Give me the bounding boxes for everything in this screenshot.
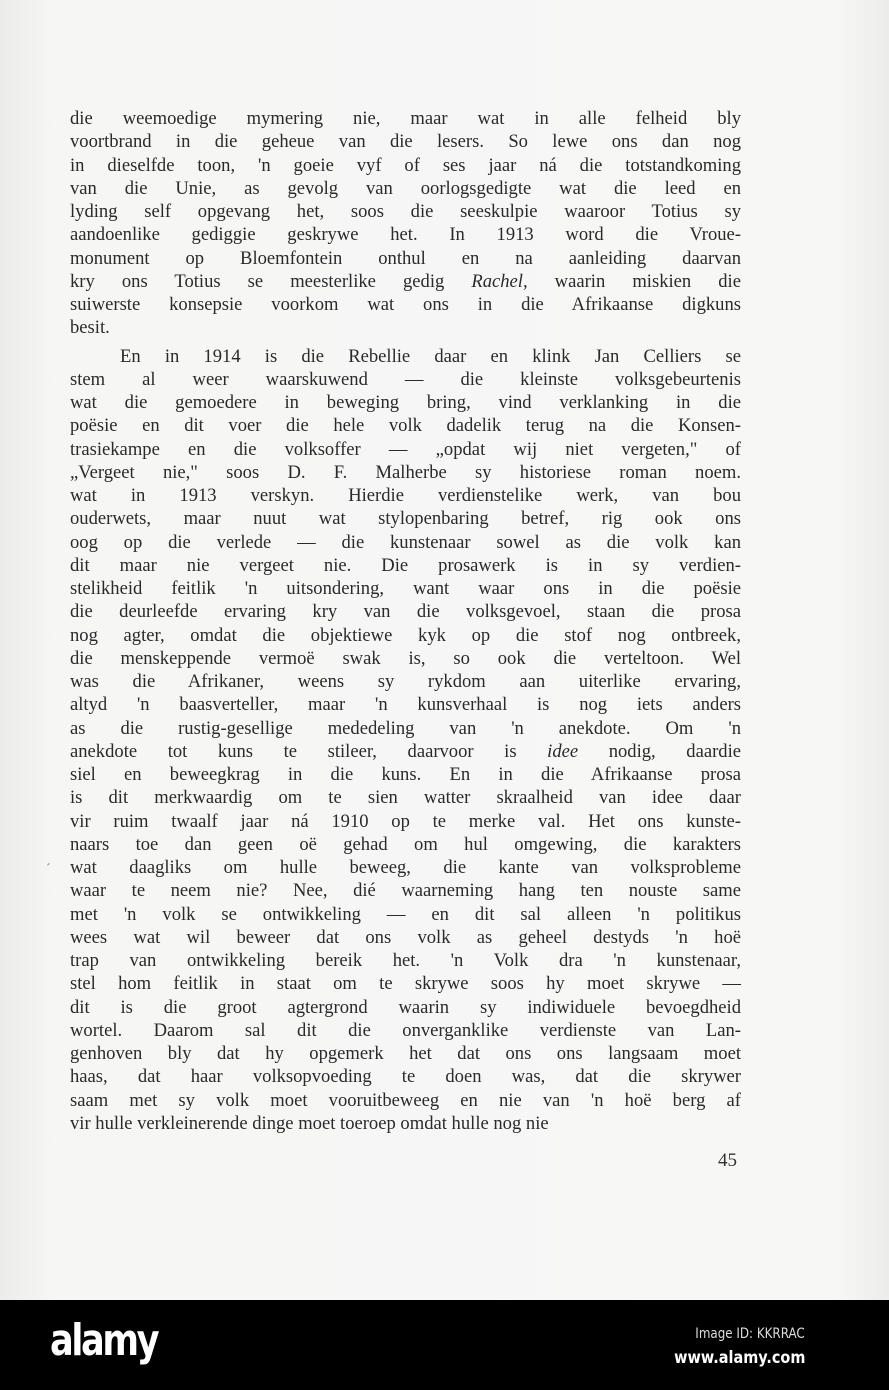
margin-mark: ´	[46, 862, 51, 877]
text-line	[70, 438, 741, 461]
text-line	[70, 786, 741, 809]
text-line	[70, 316, 741, 339]
text-line	[70, 693, 741, 716]
italic-text: idee	[547, 740, 579, 762]
text-segment: trap van ontwikkeling bereik het. 'n Volk dra 'n kunstenaar,	[70, 950, 741, 971]
text-line	[70, 507, 741, 530]
text-line	[70, 345, 741, 368]
text-segment: „Vergeet nie," soos D. F. Malherbe sy historiese roman noem.	[70, 461, 741, 483]
text-segment: trasiekampe en die volksoffer — „opdat wij niet vergeten," of	[70, 438, 741, 460]
text-line	[70, 368, 741, 391]
text-line	[70, 154, 741, 177]
text-segment: die menskeppende vermoë swak is, so ook die verteltoon. Wel	[70, 647, 741, 669]
text-line	[70, 949, 741, 972]
paragraph	[70, 107, 741, 340]
text-segment: waarin miskien die	[527, 270, 741, 292]
text-segment: wat in 1913 verskyn. Hierdie verdienstelike werk, van bou	[70, 485, 741, 506]
text-segment: die deurleefde ervaring kry van die volksgevoel, staan die prosa	[70, 601, 741, 623]
text-segment: En in 1914 is die Rebellie daar en klink Jan Celliers se	[120, 345, 741, 367]
text-segment: was die Afrikaner, weens sy rykdom aan uiterlike ervaring,	[70, 671, 741, 692]
text-line	[70, 926, 741, 949]
italic-text: Rachel,	[471, 270, 528, 292]
paragraph	[70, 345, 741, 1136]
text-line	[70, 996, 741, 1019]
text-line	[70, 1019, 741, 1042]
text-line	[70, 414, 741, 437]
text-segment: vir hulle verkleinerende dinge moet toeroep omdat hulle nog nie	[70, 1112, 549, 1134]
text-line	[70, 177, 741, 200]
text-line	[70, 879, 741, 902]
text-segment: poësie en dit voer die hele volk dadelik terug na die Konsen-	[70, 415, 741, 437]
text-segment: stelikheid feitlik 'n uitsondering, want waar ons in die poësie	[70, 578, 741, 599]
text-segment: in dieselfde toon, 'n goeie vyf of ses jaar ná die totstandkoming	[70, 154, 741, 176]
text-segment: aandoenlike gediggie geskrywe het. In 1913 word die Vroue-	[70, 224, 741, 246]
text-segment: haas, dat haar volksopvoeding te doen was, dat die skrywer	[70, 1066, 741, 1088]
text-segment: wat die gemoedere in beweging bring, vind verklanking in die	[70, 392, 741, 413]
text-segment: met 'n volk se ontwikkeling — en dit sal alleen 'n politikus	[70, 903, 741, 925]
text-line	[70, 856, 741, 879]
text-segment: stel hom feitlik in staat om te skrywe soos hy moet skrywe —	[70, 973, 741, 995]
text-line	[70, 107, 741, 130]
text-line	[70, 647, 741, 670]
text-line	[70, 270, 741, 293]
text-line	[70, 223, 741, 246]
text-line	[70, 130, 741, 153]
text-segment: vir ruim twaalf jaar ná 1910 op te merke val. Het ons kunste-	[70, 810, 741, 832]
text-line	[70, 624, 741, 647]
alamy-logo: alamy	[50, 1315, 158, 1366]
image-id: Image ID: KKRRAC	[695, 1326, 805, 1342]
text-line	[70, 577, 741, 600]
text-segment: van die Unie, as gevolg van oorlogsgedigte wat die leed en	[70, 177, 741, 199]
text-line	[70, 1112, 741, 1135]
text-segment: suiwerste konsepsie voorkom wat ons in die Afrikaanse digkuns	[70, 294, 741, 315]
page-number: 45	[718, 1150, 737, 1171]
text-segment: dit maar nie vergeet nie. Die prosawerk is in sy verdien-	[70, 554, 741, 576]
text-line	[70, 554, 741, 577]
text-line	[70, 903, 741, 926]
text-segment: wortel. Daarom sal dit die onverganklike verdienste van Lan-	[70, 1019, 741, 1041]
text-line	[70, 1089, 741, 1112]
text-segment: voortbrand in die geheue van die lesers. So lewe ons dan nog	[70, 131, 741, 153]
text-line	[70, 972, 741, 995]
text-segment: besit.	[70, 317, 110, 339]
text-segment: wat daagliks om hulle beweeg, die kante van volksprobleme	[70, 857, 741, 878]
text-line	[70, 740, 741, 763]
text-line	[70, 247, 741, 270]
text-segment: waar te neem nie? Nee, dié waarneming hang ten nouste same	[70, 880, 741, 902]
text-line	[70, 293, 741, 316]
text-line	[70, 600, 741, 623]
text-segment: anekdote tot kuns te stileer, daarvoor is	[70, 740, 548, 762]
text-line	[70, 531, 741, 554]
text-line	[70, 391, 741, 414]
text-line	[70, 810, 741, 833]
text-segment: is dit merkwaardig om te sien watter skraalheid van idee daar	[70, 787, 741, 809]
text-segment: naars toe dan geen oë gehad om hul omgewing, die karakters	[70, 833, 741, 855]
text-segment: lyding self opgevang het, soos die seeskulpie waaroor Totius sy	[70, 201, 741, 222]
text-segment: stem al weer waarskuwend — die kleinste volksgebeurtenis	[70, 368, 741, 390]
text-segment: dit is die groot agtergrond waarin sy indiwiduele bevoegdheid	[70, 996, 741, 1018]
text-segment: as die rustig-gesellige mededeling van 'n anekdote. Om 'n	[70, 717, 741, 739]
text-line	[70, 1042, 741, 1065]
text-segment: die weemoedige mymering nie, maar wat in alle felheid bly	[70, 108, 741, 129]
text-line	[70, 717, 741, 740]
text-segment: ouderwets, maar nuut wat stylopenbaring betref, rig ook ons	[70, 508, 741, 530]
text-segment: nodig, daardie	[578, 740, 741, 762]
text-segment: saam met sy volk moet vooruitbeweeg en nie van 'n hoë berg af	[70, 1089, 741, 1111]
text-segment: altyd 'n baasverteller, maar 'n kunsverhaal is nog iets anders	[70, 694, 741, 716]
watermark-bar	[0, 1300, 889, 1390]
text-segment: monument op Bloemfontein onthul en na aanleiding daarvan	[70, 247, 741, 269]
text-line	[70, 1065, 741, 1088]
text-segment: siel en beweegkrag in die kuns. En in die Afrikaanse prosa	[70, 764, 741, 785]
text-segment: wees wat wil beweer dat ons volk as geheel destyds 'n hoë	[70, 926, 741, 948]
site-url: www.alamy.com	[673, 1348, 805, 1368]
text-segment: nog agter, omdat die objektiewe kyk op die stof nog ontbreek,	[70, 624, 741, 646]
text-line	[70, 763, 741, 786]
text-line	[70, 461, 741, 484]
text-segment: genhoven bly dat hy opgemerk het dat ons ons langsaam moet	[70, 1043, 741, 1064]
text-segment: oog op die verlede — die kunstenaar sowel as die volk kan	[70, 531, 741, 553]
text-line	[70, 484, 741, 507]
text-line	[70, 200, 741, 223]
text-segment: kry ons Totius se meesterlike gedig	[70, 270, 472, 292]
text-line	[70, 670, 741, 693]
body-text	[70, 107, 741, 1135]
text-line	[70, 833, 741, 856]
